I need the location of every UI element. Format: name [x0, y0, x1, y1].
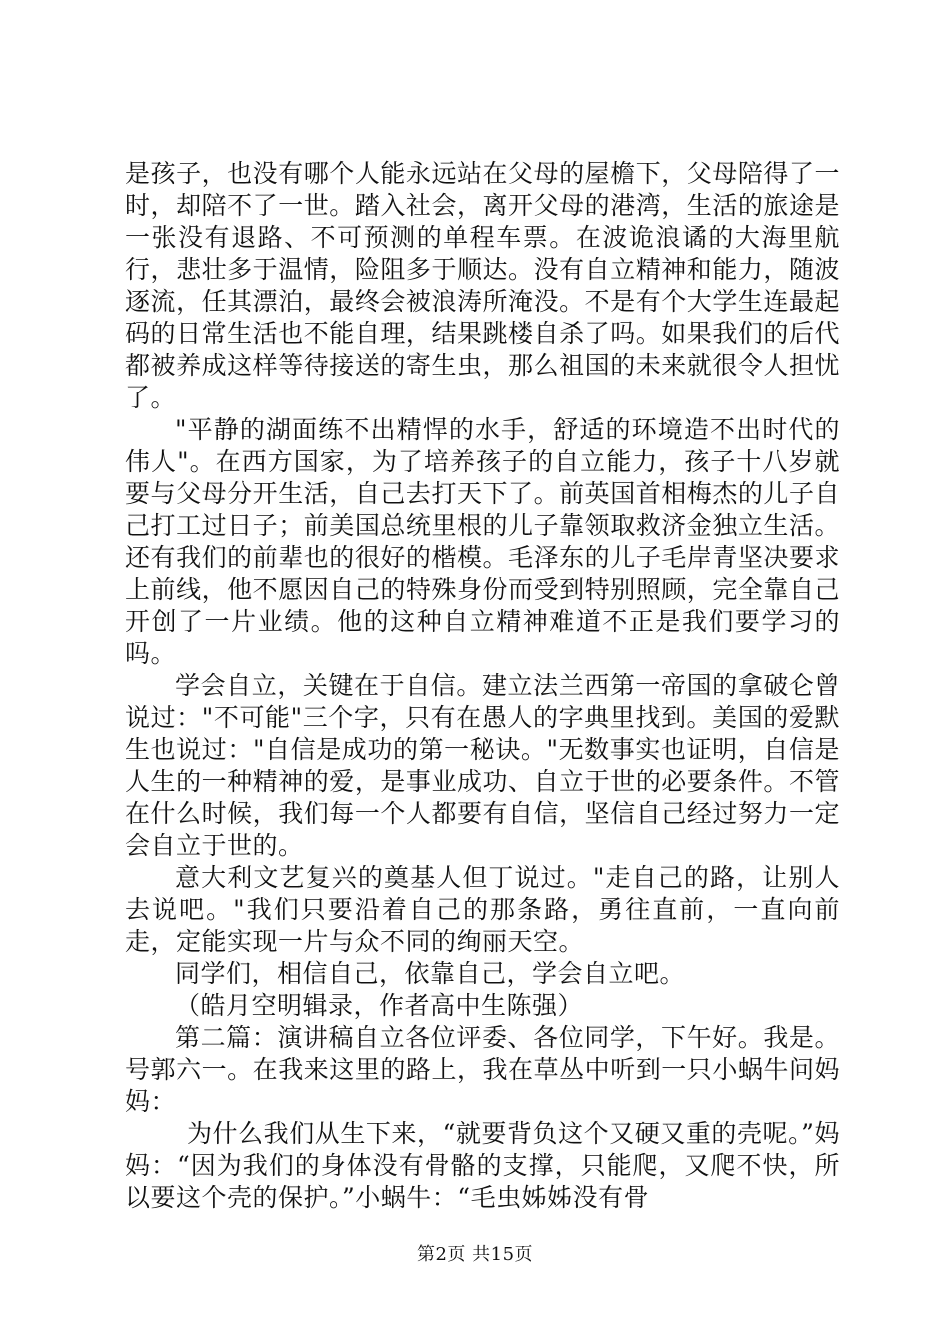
paragraph-7: 第二篇：演讲稿自立各位评委、各位同学，下午好。我是。号郭六一。在我来这里的路上，我在草丛中听到一只小蜗牛问妈妈：	[125, 1023, 840, 1116]
paragraph-6: （皓月空明辑录，作者高中生陈强）	[175, 991, 584, 1020]
paragraph-5: 同学们，相信自己，依靠自己，学会自立吧。	[175, 959, 686, 988]
paragraph-2: "平静的湖面练不出精悍的水手，舒适的环境造不出时代的伟人"。在西方国家，为了培养孩子的自立能力，孩子十八岁就要与父母分开生活，自己去打天下了。前英国首相梅杰的儿子自己打工过日子；前美国总统里根的儿子靠领取救济金独立生活。还有我们的前辈也的很好的楷模。毛泽东的儿子毛岸青坚决要求上前线，他不愿因自己的特殊身份而受到特别照顾，完全靠自己开创了一片业绩。他的这种自立精神难道不正是我们要学习的吗。	[125, 415, 840, 668]
page-footer: 第2页 共15页	[416, 1244, 534, 1265]
paragraph-3: 学会自立，关键在于自信。建立法兰西第一帝国的拿破仑曾说过："不可能"三个字，只有在愚人的字典里找到。美国的爱默生也说过："自信是成功的第一秘诀。"无数事实也证明，自信是人生的一种精神的爱，是事业成功、自立于世的必要条件。不管在什么时候，我们每一个人都要有自信，坚信自己经过努力一定会自立于世的。	[125, 671, 840, 860]
paragraph-4: 意大利文艺复兴的奠基人但丁说过。"走自己的路，让别人去说吧。"我们只要沿着自己的那条路，勇往直前，一直向前走，定能实现一片与众不同的绚丽天空。	[125, 863, 840, 956]
document-body	[125, 158, 840, 1214]
paragraph-1: 是孩子，也没有哪个人能永远站在父母的屋檐下，父母陪得了一时，却陪不了一世。踏入社会，离开父母的港湾，生活的旅途是一张没有退路、不可预测的单程车票。在波诡浪谲的大海里航行，悲壮多于温情，险阻多于顺达。没有自立精神和能力，随波逐流，任其漂泊，最终会被浪涛所淹没。不是有个大学生连最起码的日常生活也不能自理，结果跳楼自杀了吗。如果我们的后代都被养成这样等待接送的寄生虫，那么祖国的未来就很令人担忧了。	[125, 159, 840, 412]
paragraph-8: 为什么我们从生下来，“就要背负这个又硬又重的壳呢。”妈妈：“因为我们的身体没有骨骼的支撑，只能爬，又爬不快，所以要这个壳的保护。”小蜗牛：“毛虫姊姊没有骨	[125, 1119, 840, 1212]
